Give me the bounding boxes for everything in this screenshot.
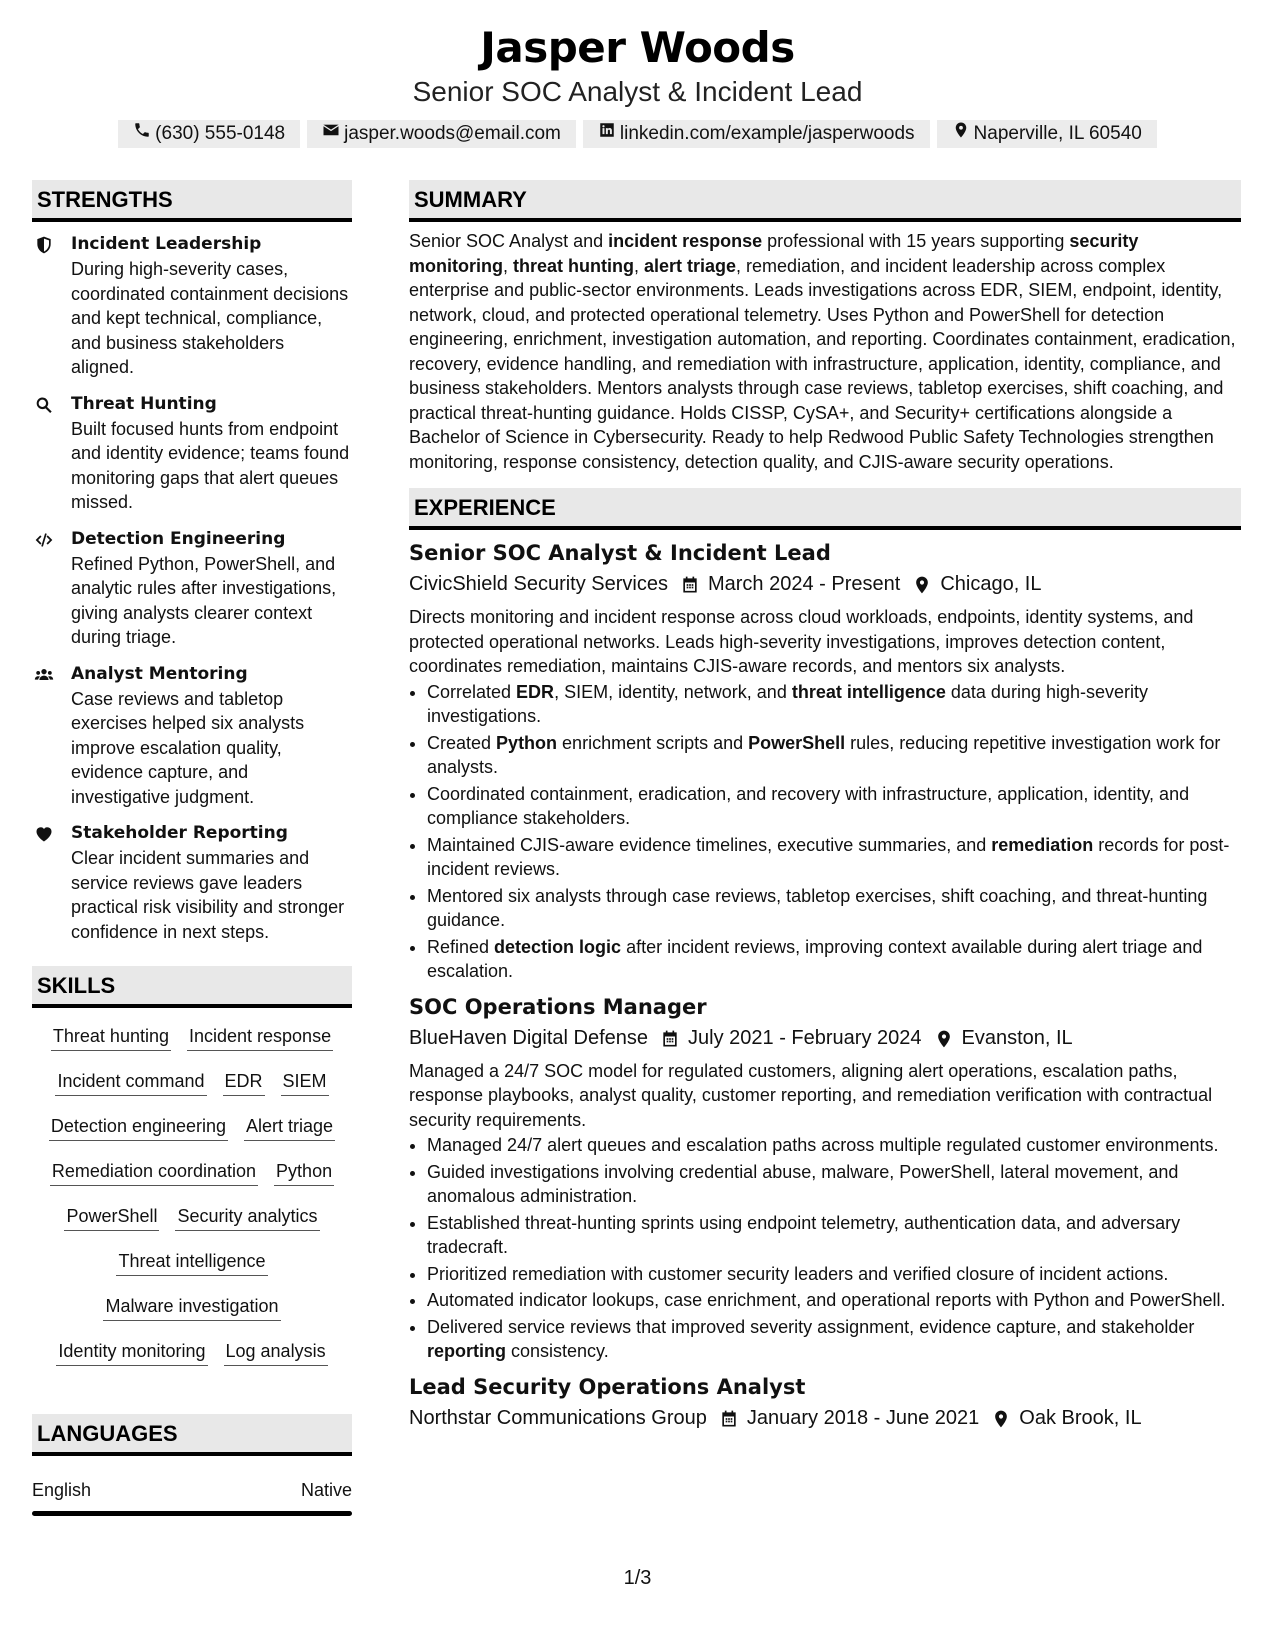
strength-desc: Case reviews and tabletop exercises helped six analysts improve escalation quality, evidence capture, and investigative judgment.	[71, 688, 305, 807]
job-bullets	[409, 1133, 1241, 1364]
language-name: English	[32, 1480, 92, 1500]
emphasis-text: alert triage	[644, 255, 737, 276]
job-title: Lead Security Operations Analyst	[409, 1374, 806, 1399]
body-text: after incident reviews, improving context available during alert triage and escalation.	[427, 936, 1203, 981]
job-bullet	[427, 731, 1241, 780]
strength-item	[32, 662, 352, 810]
summary-heading: SUMMARY	[409, 180, 1241, 222]
body-text: , remediation, and incident leadership across complex enterprise and public-sector environments. Leads investigations across EDR, SIEM, endpoint, identity, network, cloud, and protected operational telemetry. Uses Python and PowerShell for detection engineering, enrichment, investigation automation, and reporting. Coordinates containment, eradication, recovery, evidence handling, and remediation with infrastructure, application, identity, compliance, and business stakeholders. Mentors analysts through case reviews, tabletop exercises, shift coaching, and practical threat-hunting guidance. Holds CISSP, CySA+, and Security+ certifications alongside a Bachelor of Science in Cybersecurity. Ready to help Redwood Public Safety Technologies strengthen monitoring, response consistency, detection quality, and CJIS-aware security operations.	[409, 255, 1236, 472]
linkedin-text: linkedin.com/example/jasperwoods	[619, 123, 915, 144]
job-bullet	[427, 833, 1241, 882]
job-bullet	[427, 1288, 1241, 1313]
heart-icon	[34, 824, 54, 844]
skill-tag: SIEM	[281, 1067, 329, 1096]
linkedin-icon	[598, 120, 616, 148]
strength-title: Threat Hunting	[71, 393, 217, 414]
job-company: BlueHaven Digital Defense	[409, 1026, 649, 1049]
contact-linkedin[interactable]	[583, 120, 930, 148]
skill-tag: Python	[274, 1157, 334, 1186]
search-icon	[34, 395, 54, 415]
strength-desc: Built focused hunts from endpoint and identity evidence; teams found monitoring gaps that alert queues missed.	[71, 418, 350, 512]
body-text: ,	[633, 255, 644, 276]
job-dates: July 2021 - February 2024	[688, 1026, 922, 1049]
contact-location[interactable]	[937, 120, 1157, 148]
emphasis-text: PowerShell	[748, 732, 846, 753]
job-location: Oak Brook, IL	[1019, 1406, 1142, 1429]
location-icon	[952, 120, 970, 148]
strength-item	[32, 527, 352, 650]
job-meta	[409, 1403, 1241, 1433]
languages-heading: LANGUAGES	[32, 1414, 352, 1456]
body-text: Automated indicator lookups, case enrichment, and operational reports with Python and PowerShell.	[427, 1290, 1226, 1310]
strength-title: Incident Leadership	[71, 234, 262, 254]
skill-tag: Alert triage	[244, 1112, 335, 1141]
strengths-heading: STRENGTHS	[32, 180, 352, 222]
email-text: jasper.woods@email.com	[344, 123, 561, 144]
skill-row	[32, 1022, 352, 1067]
job-meta	[409, 569, 1241, 599]
calendar-icon	[660, 1028, 680, 1048]
job-description: Directs monitoring and incident response across cloud workloads, endpoints, identity systems, and protected operational networks. Leads high-severity investigations, improves detection content, coordinates remediation, maintains CJIS-aware records, and mentors six analysts.	[409, 607, 1194, 676]
job-entry	[409, 1372, 1241, 1433]
job-bullet	[427, 1211, 1241, 1260]
contact-bar	[0, 120, 1275, 148]
job-title: Senior SOC Analyst & Incident Lead	[409, 541, 831, 565]
location-icon	[934, 1028, 954, 1048]
location-text: Naperville, IL 60540	[973, 123, 1142, 144]
emphasis-text: threat intelligence	[791, 681, 946, 702]
skill-tag: Detection engineering	[49, 1112, 228, 1141]
strength-title: Analyst Mentoring	[71, 663, 248, 684]
body-text: consistency.	[506, 1341, 609, 1361]
body-text: Correlated	[427, 681, 517, 702]
location-icon	[991, 1408, 1011, 1428]
experience-heading: EXPERIENCE	[409, 488, 1241, 530]
skill-row	[32, 1067, 352, 1112]
job-title: SOC Operations Manager	[409, 994, 707, 1019]
emphasis-text: security monitoring	[409, 231, 1139, 276]
right-column	[409, 180, 1241, 1433]
skill-tag: Security analytics	[175, 1202, 319, 1231]
calendar-icon	[680, 574, 700, 594]
strength-item	[32, 392, 352, 515]
strength-desc: Clear incident summaries and service reviews gave leaders practical risk visibility and stronger confidence in next steps.	[71, 848, 345, 942]
body-text: records for post-incident reviews.	[427, 834, 1230, 879]
job-location: Chicago, IL	[940, 573, 1042, 595]
skill-tag: Identity monitoring	[56, 1337, 207, 1366]
body-text: Maintained CJIS-aware evidence timelines, executive summaries, and	[427, 834, 992, 855]
location-icon	[912, 574, 932, 594]
body-text: enrichment scripts and	[557, 732, 749, 753]
strength-item	[32, 232, 352, 380]
job-bullet	[427, 782, 1241, 831]
phone-icon	[133, 120, 151, 148]
job-bullet	[427, 1133, 1241, 1158]
language-level: Native	[300, 1480, 352, 1500]
body-text: data during high-severity investigations.	[427, 681, 1149, 726]
body-text: rules, reducing repetitive investigation work for analysts.	[427, 732, 1221, 777]
body-text: Coordinated containment, eradication, and recovery with infrastructure, application, identity, and compliance stakeholders.	[427, 783, 1190, 828]
skill-row	[32, 1157, 352, 1202]
code-icon	[34, 530, 54, 550]
emphasis-text: Python	[496, 732, 558, 753]
emphasis-text: remediation	[991, 834, 1094, 855]
page-number: 1/3	[623, 1567, 652, 1589]
skill-row	[32, 1292, 352, 1337]
skill-row	[32, 1202, 352, 1247]
strength-item	[32, 821, 352, 944]
skill-row	[32, 1247, 352, 1292]
body-text: ,	[502, 255, 513, 276]
job-bullet	[427, 884, 1241, 933]
phone-text: (630) 555-0148	[155, 123, 286, 144]
body-text: Mentored six analysts through case reviews, tabletop exercises, shift coaching, and threat-hunting guidance.	[427, 885, 1208, 930]
strength-title: Stakeholder Reporting	[71, 823, 288, 843]
body-text: Prioritized remediation with customer security leaders and verified closure of incident actions.	[427, 1263, 1169, 1284]
job-company: CivicShield Security Services	[409, 573, 668, 595]
job-description: Managed a 24/7 SOC model for regulated customers, aligning alert operations, escalation paths, response playbooks, analyst quality, customer reporting, and remediation verification with contractual security requirements.	[409, 1060, 1213, 1130]
strength-title: Detection Engineering	[71, 528, 286, 549]
language-item	[32, 1476, 352, 1504]
job-bullets	[409, 680, 1241, 984]
skill-tag: PowerShell	[64, 1202, 159, 1231]
job-bullet	[427, 680, 1241, 729]
shield-icon	[34, 235, 54, 255]
body-text: Senior SOC Analyst and	[409, 231, 609, 251]
skill-tag: Log analysis	[224, 1337, 328, 1366]
emphasis-text: reporting	[427, 1341, 506, 1361]
skill-tag: Incident response	[187, 1022, 333, 1051]
emphasis-text: threat hunting	[513, 255, 634, 276]
calendar-icon	[719, 1408, 739, 1428]
emphasis-text: EDR	[516, 681, 555, 702]
job-bullet	[427, 1262, 1241, 1287]
job-bullet	[427, 935, 1241, 984]
skill-tag: Threat hunting	[51, 1022, 171, 1051]
skill-row	[32, 1112, 352, 1157]
candidate-name: Jasper Woods	[480, 23, 795, 72]
summary-text	[409, 229, 1241, 474]
contact-phone[interactable]	[118, 120, 300, 148]
job-dates: January 2018 - June 2021	[746, 1406, 980, 1429]
skill-row	[32, 1337, 352, 1382]
skill-tag: EDR	[223, 1067, 265, 1096]
body-text: Guided investigations involving credential abuse, malware, PowerShell, lateral movement, and anomalous administration.	[427, 1161, 1179, 1206]
skill-tag: Threat intelligence	[116, 1247, 267, 1276]
job-meta	[409, 1023, 1241, 1053]
job-bullet	[427, 1315, 1241, 1364]
body-text: professional with 15 years supporting	[762, 231, 1070, 251]
left-column	[32, 180, 352, 1516]
experience-list	[409, 538, 1241, 1433]
contact-email[interactable]	[307, 120, 576, 148]
job-entry	[409, 992, 1241, 1364]
skill-tag: Incident command	[55, 1067, 206, 1096]
body-text: Refined	[427, 936, 495, 957]
strength-desc: Refined Python, PowerShell, and analytic rules after investigations, giving analysts clearer context during triage.	[71, 553, 337, 647]
skills-list	[32, 1022, 352, 1382]
job-dates: March 2024 - Present	[707, 573, 901, 595]
strength-desc: During high-severity cases, coordinated containment decisions and kept technical, compliance, and business stakeholders aligned.	[71, 259, 349, 377]
body-text: Managed 24/7 alert queues and escalation paths across multiple regulated customer environments.	[427, 1135, 1219, 1155]
body-text: Delivered service reviews that improved severity assignment, evidence capture, and stakeholder	[427, 1316, 1195, 1337]
body-text: Established threat-hunting sprints using endpoint telemetry, authentication data, and adversary tradecraft.	[427, 1212, 1181, 1257]
job-company: Northstar Communications Group	[409, 1406, 707, 1429]
job-entry	[409, 538, 1241, 984]
body-text: Created	[427, 732, 497, 753]
body-text: , SIEM, identity, network, and	[554, 681, 792, 702]
language-proficiency-bar	[32, 1511, 352, 1516]
resume-header	[0, 22, 1275, 148]
skill-tag: Remediation coordination	[50, 1157, 258, 1186]
users-icon	[34, 665, 54, 685]
job-location: Evanston, IL	[961, 1026, 1073, 1049]
email-icon	[322, 120, 340, 148]
candidate-headline: Senior SOC Analyst & Incident Lead	[412, 76, 863, 107]
emphasis-text: incident response	[608, 231, 763, 251]
job-bullet	[427, 1160, 1241, 1209]
skill-tag: Malware investigation	[103, 1292, 280, 1321]
strengths-list	[32, 232, 352, 944]
skills-heading: SKILLS	[32, 966, 352, 1008]
emphasis-text: detection logic	[494, 936, 622, 957]
